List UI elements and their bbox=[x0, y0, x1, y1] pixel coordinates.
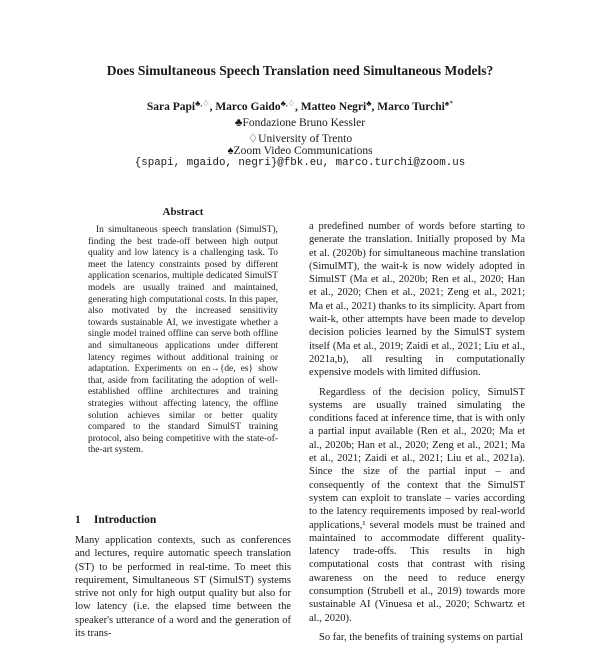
section-heading bbox=[75, 514, 291, 526]
author-list: Sara Papi♣,♢, Marco Gaido♣,♢, Matteo Negri♣, Marco Turchi♠* bbox=[146, 99, 454, 113]
author-name: Sara Papi bbox=[146, 101, 196, 113]
paragraph: a predefined number of words before starting to generate the translation. Initially proposed by Ma et al. (2020b) for simultaneous machine translation (SimulMT), the wait-k is now widely adopted in SimulST (Ma et al., 2020b; Ren et al., 2020; Han et al., 2020; Chen et al., 2021; Zeng et al., 2021; Ma et al., 2021) thanks to its simplicity. Apart from wait-k, other attempts have been made to develop decision policies learned by the SimulST system itself (Ma et al., 2019; Zaidi et al., 2021; Liu et al., 2021a,b), all resulting in computationally expensive models with limited diffusion. bbox=[309, 221, 525, 379]
affiliation-line: ♠Zoom Video Communications bbox=[227, 145, 373, 157]
affiliation-mark: ♣,♢ bbox=[195, 99, 210, 108]
paragraph: Regardless of the decision policy, SimulST systems are usually trained simulating the conditions faced at inference time, that is with only a partial input available (Ren et al., 2020; Ma et al., 2020b; Han et al., 2020; Zeng et al., 2021; Ma et al., 2021; Zaidi et al., 2021; Liu et al., 2021a). Since the size of the partial input – and consequently of the context that the SimulST system can exploit to translate – varies according to the latency requirements imposed by real-world applications,¹ several models must be trained and maintained to accommodate different quality-latency trade-offs. This results in high computational costs that contrast with rising awareness on the need to reduce energy consumption (Strubell et al., 2019) towards more sustainable AI (Vinuesa et al., 2020; Schwartz et al., 2020). bbox=[309, 386, 525, 624]
affiliation-line: ♣Fondazione Bruno Kessler bbox=[234, 117, 366, 129]
paper-title: Does Simultaneous Speech Translation need Simultaneous Models? bbox=[106, 63, 494, 78]
affiliation-mark: ♠* bbox=[444, 99, 454, 108]
abstract-body bbox=[88, 225, 278, 457]
abstract-text: In simultaneous speech translation (SimulST), finding the best trade-off between high output quality and low latency is a challenging task. To meet the latency constraints posed by different application scenarios, multiple dedicated SimulST models are usually trained and maintained, generating high computational costs. In this paper, also motivated by the increased sensitivity towards sustainable AI, we investigate whether a single model trained offline can serve both offline and simultaneous applications under different latency regimes without additional training or adaptation. Experiments on en→{de, es} show that, aside from facilitating the adoption of well-established offline architectures and training strategies without affecting latency, the offline solution achieves similar or better quality compared to the standard SimulST training protocol, also being competitive with the state-of-the-art system. bbox=[88, 225, 278, 456]
author-name: Matteo Negri bbox=[300, 101, 367, 113]
paragraph: So far, the benefits of training systems on partial bbox=[319, 631, 523, 643]
author-name: Marco Turchi bbox=[377, 101, 445, 113]
section-title: Introduction bbox=[93, 514, 157, 526]
affiliation-mark: ♣,♢ bbox=[280, 99, 296, 108]
section-number: 1 bbox=[75, 514, 81, 526]
introduction-text: Many application contexts, such as conferences and lectures, require automatic speech translation (ST) to be performed in real-time. To meet this requirement, Simultaneous ST (SimulST) systems strive not only for high output quality but also for low latency (i.e. the elapsed time between the speaker's utterance of a word and the generation of its trans- bbox=[75, 535, 291, 640]
right-column bbox=[309, 220, 525, 650]
author-name: Marco Gaido bbox=[215, 101, 281, 113]
affiliation-mark: ♣ bbox=[366, 99, 372, 108]
introduction-body bbox=[75, 534, 291, 640]
author-emails: {spapi, mgaido, negri}@fbk.eu, marco.turchi@zoom.us bbox=[134, 157, 466, 169]
abstract-heading: Abstract bbox=[162, 206, 204, 218]
affiliation-line: ♢University of Trento bbox=[247, 133, 353, 145]
